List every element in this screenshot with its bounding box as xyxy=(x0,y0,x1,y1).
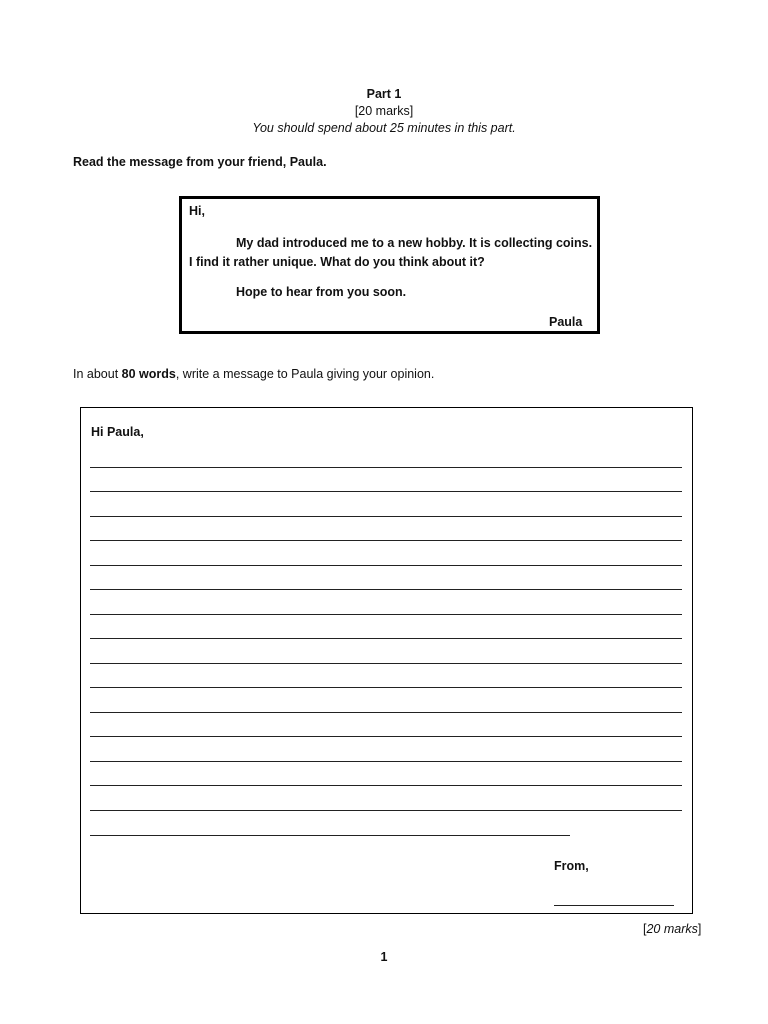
part-title: Part 1 xyxy=(366,87,402,101)
writing-line[interactable] xyxy=(90,614,682,615)
writing-line[interactable] xyxy=(90,540,682,541)
from-label: From, xyxy=(554,859,589,873)
writing-line[interactable] xyxy=(90,467,682,468)
message-closing: Hope to hear from you soon. xyxy=(236,285,407,299)
writing-line[interactable] xyxy=(90,491,682,492)
instruction-suffix: , write a message to Paula giving your opinion. xyxy=(175,367,435,381)
writing-line[interactable] xyxy=(90,687,682,688)
writing-line[interactable] xyxy=(90,712,682,713)
writing-line-last[interactable] xyxy=(90,835,570,836)
time-note: You should spend about 25 minutes in this part. xyxy=(252,121,516,135)
part-marks: [20 marks] xyxy=(354,104,414,118)
page-number: 1 xyxy=(380,950,388,964)
writing-line[interactable] xyxy=(90,785,682,786)
message-body: My dad introduced me to a new hobby. It is collecting coins. I find it rather unique. What do you think about it? xyxy=(189,236,593,269)
marks-text: 20 marks xyxy=(646,922,698,936)
answer-box xyxy=(80,407,693,914)
marks-bracket-open: [ xyxy=(643,922,647,936)
reading-instruction: Read the message from your friend, Paula. xyxy=(73,155,327,169)
writing-line[interactable] xyxy=(90,810,682,811)
writing-line[interactable] xyxy=(90,663,682,664)
writing-line[interactable] xyxy=(90,638,682,639)
message-signature: Paula xyxy=(549,315,583,329)
instruction-prefix: In about xyxy=(73,367,122,381)
word-count: 80 words xyxy=(121,367,176,381)
signature-line[interactable] xyxy=(554,905,674,906)
marks-bracket-close: ] xyxy=(697,922,702,936)
writing-line[interactable] xyxy=(90,589,682,590)
writing-line[interactable] xyxy=(90,565,682,566)
writing-line[interactable] xyxy=(90,736,682,737)
message-greeting: Hi, xyxy=(189,204,205,218)
writing-line[interactable] xyxy=(90,761,682,762)
writing-instruction xyxy=(73,367,434,381)
answer-greeting: Hi Paula, xyxy=(91,425,144,439)
total-marks xyxy=(643,922,701,936)
writing-line[interactable] xyxy=(90,516,682,517)
